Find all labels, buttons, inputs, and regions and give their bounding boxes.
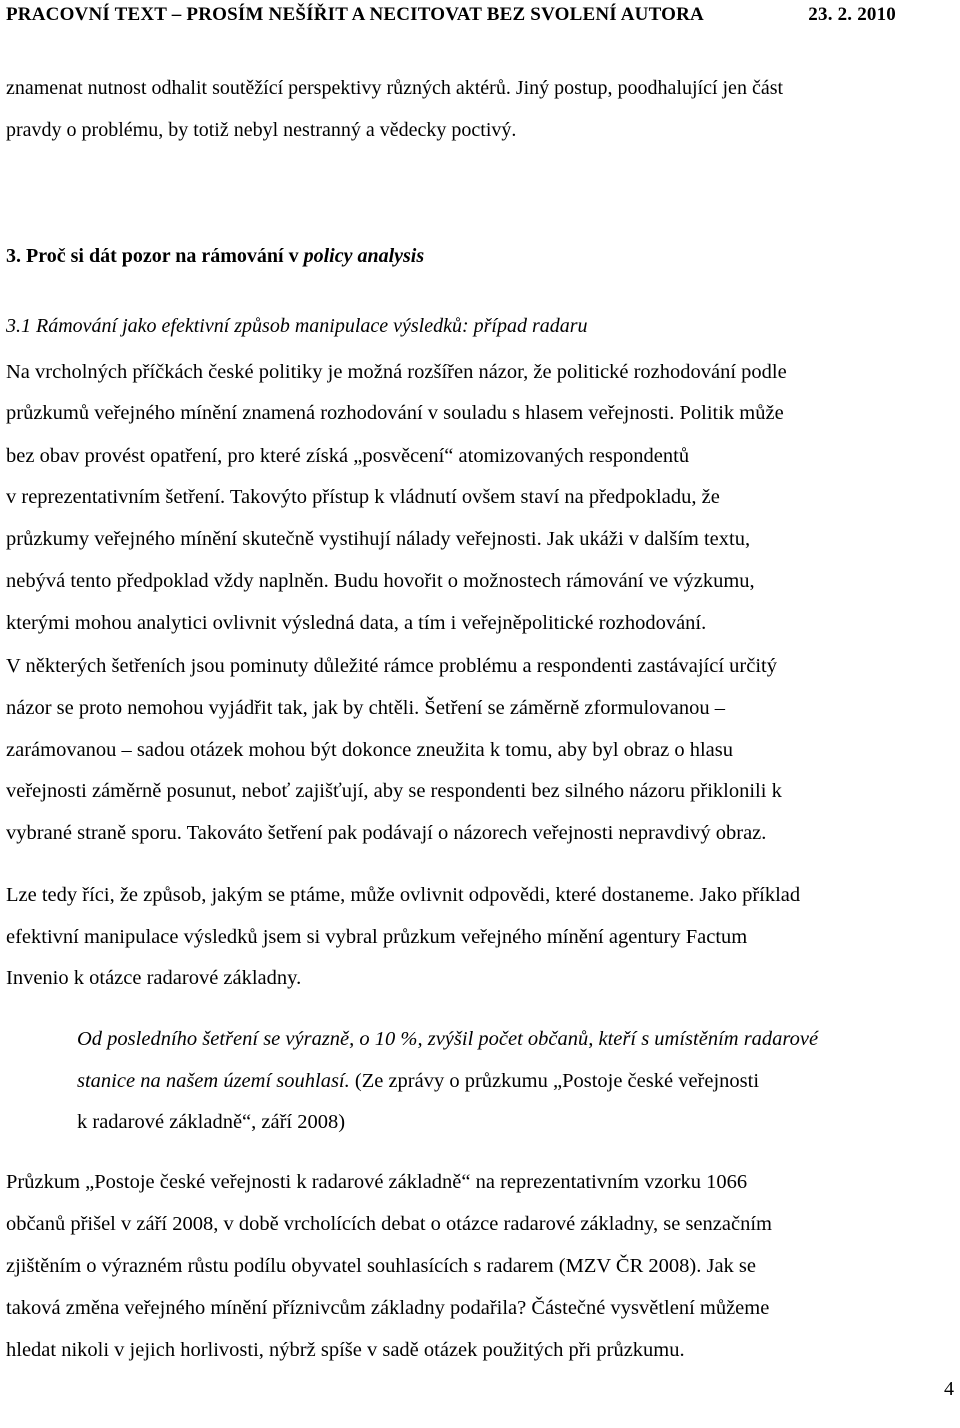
text-line: taková změna veřejného mínění příznivcům základny podařila? Částečné vysvětlení můžeme — [6, 1297, 770, 1319]
text-line: Průzkum „Postoje české veřejnosti k radarové základně“ na reprezentativním vzorku 1066 — [6, 1171, 748, 1193]
text-line: znamenat nutnost odhalit soutěžící perspektivy různých aktérů. Jiný postup, poodhalující jen část — [6, 77, 784, 99]
header-title: PRACOVNÍ TEXT – PROSÍM NEŠÍŘIT A NECITOVAT BEZ SVOLENÍ AUTORA — [6, 4, 704, 25]
text-line: veřejnosti záměrně posunut, neboť zajišťují, aby se respondenti bez silného názoru přiklonili k — [6, 780, 782, 802]
quote-italic: stanice na našem území souhlasí. — [77, 1070, 350, 1092]
text-line: efektivní manipulace výsledků jsem si vybral průzkum veřejného mínění agentury Factum — [6, 926, 748, 948]
text-line: občanů přišel v září 2008, v době vrcholících debat o otázce radarové základny, se senzačním — [6, 1213, 772, 1235]
quote-line: k radarové základně“, září 2008) — [77, 1111, 346, 1133]
text-line: průzkumy veřejného mínění skutečně vystihují nálady veřejnosti. Jak ukáži v dalším textu, — [6, 528, 751, 550]
text-line: kterými mohou analytici ovlivnit výsledná data, a tím i veřejněpolitické rozhodování. — [6, 612, 707, 634]
text-line: bez obav provést opatření, pro které získá „posvěcení“ atomizovaných respondentů — [6, 445, 690, 467]
quote-line: Od posledního šetření se výrazně, o 10 %, zvýšil počet občanů, kteří s umístěním radarové — [77, 1028, 819, 1050]
text-line: názor se proto nemohou vyjádřit tak, jak by chtěli. Šetření se záměrně zformulovanou – — [6, 697, 725, 719]
text-line: Lze tedy říci, že způsob, jakým se ptáme, může ovlivnit odpovědi, které dostaneme. Jako příklad — [6, 884, 801, 906]
text-line: Invenio k otázce radarové základny. — [6, 967, 302, 989]
header-date: 23. 2. 2010 — [808, 4, 896, 25]
text-line: hledat nikoli v jejich horlivosti, nýbrž spíše v sadě otázek použitých při průzkumu. — [6, 1339, 685, 1361]
section-heading — [6, 244, 424, 268]
page-header — [6, 4, 956, 28]
text-line: pravdy o problému, by totiž nebyl nestranný a vědecky poctivý. — [6, 119, 517, 141]
quote-source: (Ze zprávy o průzkumu „Postoje české veřejnosti — [349, 1070, 760, 1092]
page-number: 4 — [944, 1378, 954, 1400]
text-line: průzkumů veřejného mínění znamená rozhodování v souladu s hlasem veřejnosti. Politik může — [6, 402, 784, 424]
section-heading-text: 3. Proč si dát pozor na rámování v — [6, 245, 304, 267]
text-line: nebývá tento předpoklad vždy naplněn. Budu hovořit o možnostech rámování ve výzkumu, — [6, 570, 755, 592]
text-line: v reprezentativním šetření. Takovýto přístup k vládnutí ovšem staví na předpokladu, že — [6, 486, 720, 508]
text-line: zjištěním o výrazném růstu podílu obyvatel souhlasících s radarem (MZV ČR 2008). Jak se — [6, 1255, 757, 1277]
section-heading-italic: policy analysis — [303, 245, 425, 267]
text-line: vybrané straně sporu. Takováto šetření pak podávají o názorech veřejnosti nepravdivý obraz. — [6, 822, 767, 844]
quote-line — [77, 1069, 759, 1093]
text-line: Na vrcholných příčkách české politiky je možná rozšířen názor, že politické rozhodování podle — [6, 361, 787, 383]
text-line: zarámovanou – sadou otázek mohou být dokonce zneužita k tomu, aby byl obraz o hlasu — [6, 739, 733, 761]
subsection-heading: 3.1 Rámování jako efektivní způsob manipulace výsledků: případ radaru — [6, 315, 588, 337]
text-line: V některých šetřeních jsou pominuty důležité rámce problému a respondenti zastávající určitý — [6, 655, 777, 677]
